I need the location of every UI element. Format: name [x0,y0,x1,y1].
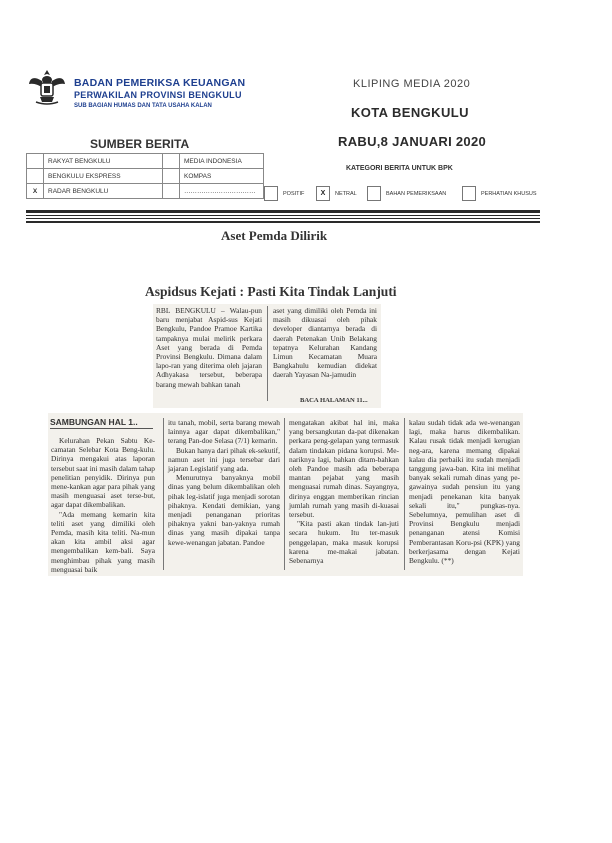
column-divider [404,418,405,570]
article-column-2 [168,418,280,547]
source-mark[interactable] [27,169,44,184]
article-column-3 [289,418,399,565]
category-label: BAHAN PEMERIKSAAN [386,191,447,197]
column-divider [267,306,268,401]
category-label: NETRAL [335,191,357,197]
article-paragraph: Kelurahan Pekan Sabtu Ke-camatan Selebar Kota Beng-kulu. Dirinya mengakui atas laporan tersebut saat ini masih dalam tahap penelitian penyidik. Dirinya pun mene-kankan agar para pihak yang masih menguasai aset terse-but, agar dapat dikembalikan. [51,436,155,510]
category-checkbox-bahan[interactable] [367,186,381,201]
article-kicker: Aset Pemda Dilirik [221,228,328,243]
article-paragraph: Menurutnya banyaknya mobil dinas yang belum dikembalikan oleh pihak leg-islatif juga menjadi sorotan pihaknya. Kendati demikian, yang menjadi penanganan prioritas pihaknya yakni ban-yaknya rumah dinas yang masih dipakai tanpa kewe-wenangan jabatan. Pandoe [168,473,280,547]
sambungan-label: SAMBUNGAN HAL 1.. [50,417,138,427]
source-name: RADAR BENGKULU [44,184,163,199]
article-paragraph: "Ada memang kemarin kita teliti aset yang dimiliki oleh Pemda, masih kita teliti. Na-mun akan kita ambil aksi agar mengembalikan kem-bali. Saya menghimbau pihak yang masih menguasai baik [51,509,155,574]
source-name: MEDIA INDONESIA [180,154,264,169]
article-paragraph: mengatakan akibat hal ini, maka yang bersangkutan da-pat dikenakan perkara peng-gelapan yang termasuk dalam tindakan pidana korupsi. Me-nariknya lagi, bahkan ditam-bahkan oleh Pandoe masih ada beberapa mantan pejabat yang masih menguasai rumah dinas. Sayangnya, dirinya enggan memberikan rincian jumlah rumah yang masih di-kuasai tersebut. [289,418,399,520]
source-table [26,153,264,199]
category-checkbox-netral[interactable]: X [316,186,330,201]
lead-column-1 [156,306,262,389]
category-label: PERHATIAN KHUSUS [481,191,537,197]
category-label: POSITIF [283,191,305,197]
source-name: RAKYAT BENGKULU [44,154,163,169]
article-paragraph: kalau sudah tidak ada we-wenangan lagi, maka harus dikembalikan. Kalau rusak tidak menjadi kerugian neg-ara, karena memang dipakai kalau dia perbaiki itu sudah menjadi tanggung jawa-ban. Kita ini melihat banyak sekali rumah dinas yang pe-gawainya sudah pensiun itu yang menjadi penekanan kita banyak sekali itu," pungkas-nya. Sebelumnya, pemulihan aset di Provinsi Bengkulu menjadi penanganan atensi Komisi Pemberantasan Koru-psi (KPK) yang berkerjasama dengan Kejati Bengkulu. (**) [409,418,520,566]
category-title: KATEGORI BERITA UNTUK BPK [346,165,453,172]
category-checkbox-khusus[interactable] [462,186,476,201]
source-name: BENGKULU EKSPRESS [44,169,163,184]
article-paragraph: Bukan hanya dari pihak ek-sekutif, namun aset ini juga tersebar dari jajaran Legislatif yang ada. [168,445,280,474]
header-rule [26,218,540,219]
article-paragraph: itu tanah, mobil, serta barang mewah lainnya agar dapat dikembalikan," terang Pan-doe Selasa (7/1) kemarin. [168,418,280,446]
header-rule [26,215,540,216]
org-branch: PERWAKILAN PROVINSI BENGKULU [74,90,242,100]
city-label: KOTA BENGKULU [351,105,469,120]
source-name: KOMPAS [180,169,264,184]
sambungan-rule [50,428,153,429]
source-row [27,154,264,169]
source-title: SUMBER BERITA [90,137,190,151]
article-column-4 [409,418,520,565]
org-name: BADAN PEMERIKSA KEUANGAN [74,77,246,89]
date-label: RABU,8 JANUARI 2020 [338,134,487,149]
column-divider [284,418,285,570]
source-name: …………………………… [180,184,264,199]
column-divider [163,418,164,570]
continued-label: BACA HALAMAN 11... [300,397,368,404]
source-row [27,169,264,184]
category-checkbox-positif[interactable] [264,186,278,201]
article-paragraph: "Kita pasti akan tindak lan-juti secara hukum. Itu ter-masuk penggelapan, maka masuk korupsi karena me-makai jabatan. Sebenarnya [289,519,399,566]
garuda-emblem-icon [28,66,66,106]
lead-paragraph: RBL BENGKULU – Walau-pun baru menjabat Aspid-sus Kejati Bengkulu, Pandoe Pramoe Kartika tampaknya mulai melirik perkara Aset yang berada di Pemda Provinsi Bengkulu. Dimana dalam lapo-ran yang diterima oleh jajaran Adhyakasa tersebut, beberapa barang mewah bahkan tanah [156,306,262,389]
article-headline: Aspidsus Kejati : Pasti Kita Tindak Lanjuti [145,284,397,299]
header-rule [26,221,540,223]
lead-paragraph: aset yang dimiliki oleh Pemda ini masih dikuasai oleh pihak developer diantarnya berada di daerah Petenakan Unib Belakang tepatnya Kelurahan Kandang Limun Kecamatan Muara Bangkahulu kemudian didekat daerah Yayasan Na-jamudin [273,306,377,380]
lead-column-2 [273,306,377,380]
header-rule [26,210,540,213]
source-row [27,184,264,199]
org-subdivision: SUB BAGIAN HUMAS DAN TATA USAHA KALAN [74,103,212,109]
source-mark[interactable]: X [27,184,44,199]
source-mark[interactable] [27,154,44,169]
kliping-label: KLIPING MEDIA 2020 [353,78,471,90]
article-column-1 [51,436,155,574]
